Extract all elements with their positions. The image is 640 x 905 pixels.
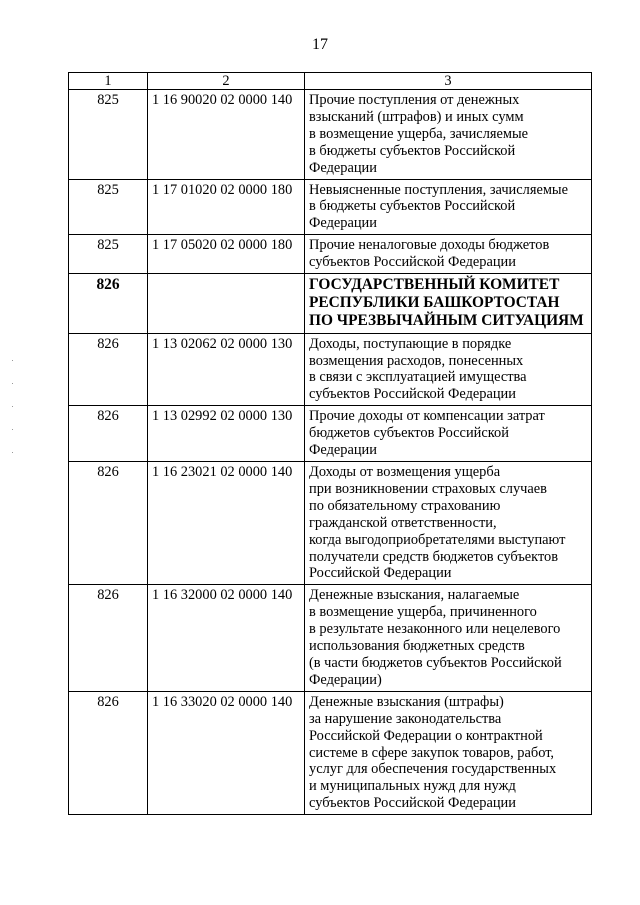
revenue-name-cell: [305, 179, 592, 235]
revenue-name-cell: [305, 90, 592, 180]
header-col-2: 2: [148, 73, 305, 90]
admin-code-cell: 826: [69, 691, 148, 814]
revenue-name-cell: [305, 585, 592, 691]
page-number: 17: [312, 36, 328, 53]
admin-code-cell: 825: [69, 179, 148, 235]
budget-classification-code-cell: 1 17 01020 02 0000 180: [148, 179, 305, 235]
header-col-1: 1: [69, 73, 148, 90]
revenue-name-text: Прочие неналоговые доходы бюджетов субъектов Российской Федерации: [309, 237, 550, 271]
revenue-name-text: Доходы, поступающие в порядке возмещения расходов, понесенных в связи с эксплуатацией имущества субъектов Российской Федерации: [309, 335, 527, 403]
revenue-name-cell: [305, 406, 592, 462]
budget-classification-code-cell: 1 16 23021 02 0000 140: [148, 462, 305, 585]
budget-classification-code-cell: 1 16 90020 02 0000 140: [148, 90, 305, 180]
admin-code-cell: 826: [69, 274, 148, 334]
revenue-name-cell: [305, 462, 592, 585]
admin-code-cell: 826: [69, 462, 148, 585]
table-row: [69, 90, 592, 180]
table-row: [69, 333, 592, 406]
revenue-name-text: ГОСУДАРСТВЕННЫЙ КОМИТЕТ РЕСПУБЛИКИ БАШКОРТОСТАН ПО ЧРЕЗВЫЧАЙНЫМ СИТУАЦИЯМ: [309, 276, 584, 330]
admin-code-cell: 826: [69, 585, 148, 691]
header-col-3: 3: [305, 73, 592, 90]
admin-code-cell: 825: [69, 90, 148, 180]
revenue-name-cell: [305, 274, 592, 334]
revenue-name-text: Денежные взыскания, налагаемые в возмещение ущерба, причиненного в результате незаконного или нецелевого использования бюджетных средств (в части бюджетов субъектов Российской Федерации): [309, 587, 562, 688]
revenue-name-text: Доходы от возмещения ущерба при возникновении страховых случаев по обязательному страхованию гражданской ответственности, когда выгодоприобретателями выступают получатели средств бюджетов субъектов Российской Федерации: [309, 464, 566, 582]
admin-code-cell: 826: [69, 406, 148, 462]
table-row: [69, 585, 592, 691]
revenue-classification-table: [68, 72, 592, 815]
table-row: [69, 235, 592, 274]
table-body: [69, 73, 592, 815]
table-row: [69, 462, 592, 585]
revenue-name-cell: [305, 333, 592, 406]
revenue-name-cell: [305, 691, 592, 814]
budget-classification-code-cell: 1 16 33020 02 0000 140: [148, 691, 305, 814]
admin-code-cell: 826: [69, 333, 148, 406]
revenue-name-text: Прочие поступления от денежных взысканий (штрафов) и иных сумм в возмещение ущерба, зачисляемые в бюджеты субъектов Российской Федерации: [309, 92, 529, 176]
revenue-name-text: Денежные взыскания (штрафы) за нарушение законодательства Российской Федерации о контрактной системе в сфере закупок товаров, работ, услуг для обеспечения государственных и муниципальных нужд для нужд субъектов Российской Федерации: [309, 693, 557, 812]
revenue-name-text: Прочие доходы от компенсации затрат бюджетов субъектов Российской Федерации: [309, 408, 545, 459]
revenue-name-text: Невыясненные поступления, зачисляемые в бюджеты субъектов Российской Федерации: [309, 181, 568, 232]
budget-classification-code-cell: 1 13 02062 02 0000 130: [148, 333, 305, 406]
agency-heading-row: [69, 274, 592, 334]
budget-classification-code-cell: 1 16 32000 02 0000 140: [148, 585, 305, 691]
revenue-name-cell: [305, 235, 592, 274]
budget-classification-code-cell: [148, 274, 305, 334]
budget-classification-code-cell: 1 17 05020 02 0000 180: [148, 235, 305, 274]
table-header-row: [69, 73, 592, 90]
table-row: [69, 406, 592, 462]
budget-classification-code-cell: 1 13 02992 02 0000 130: [148, 406, 305, 462]
table-row: [69, 179, 592, 235]
scan-artifact-marks: [12, 360, 15, 500]
table-row: [69, 691, 592, 814]
admin-code-cell: 825: [69, 235, 148, 274]
